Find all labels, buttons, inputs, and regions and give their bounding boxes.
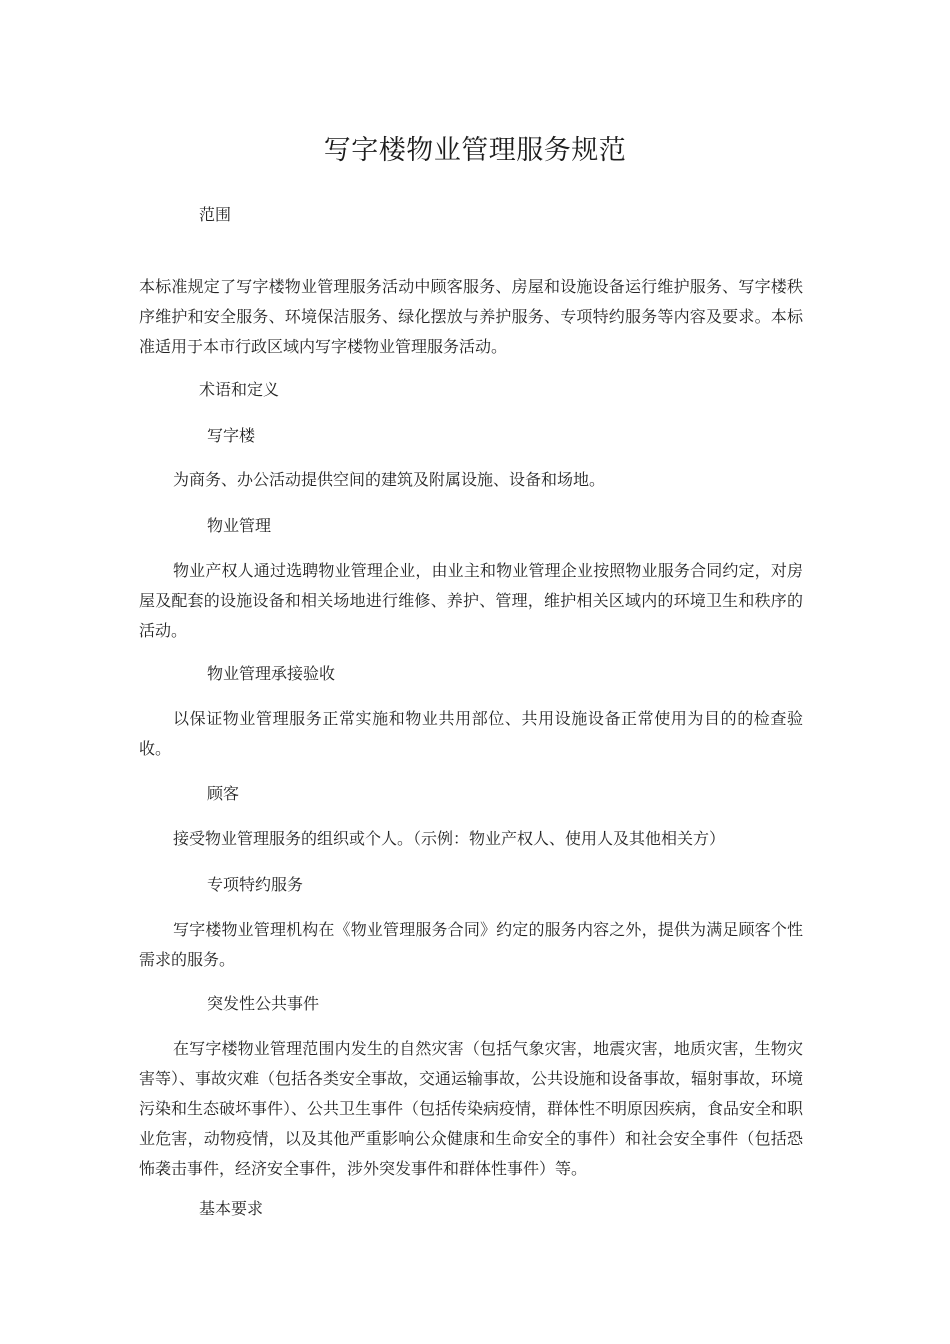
term-definition: 以保证物业管理服务正常实施和物业共用部位、共用设施设备正常使用为目的的检查验收。 bbox=[139, 709, 803, 758]
section-heading-basic: 基本要求 bbox=[199, 1199, 264, 1218]
section-heading-scope: 范围 bbox=[199, 205, 232, 224]
term-heading: 物业管理 bbox=[207, 516, 272, 535]
term-heading: 突发性公共事件 bbox=[207, 994, 320, 1013]
term-definition: 为商务、办公活动提供空间的建筑及附属设施、设备和场地。 bbox=[173, 470, 606, 489]
term-heading: 专项特约服务 bbox=[207, 875, 304, 894]
term-heading: 顾客 bbox=[207, 784, 240, 803]
term-definition: 在写字楼物业管理范围内发生的自然灾害（包括气象灾害，地震灾害，地质灾害，生物灾害等）、事故灾难（包括各类安全事故，交通运输事故，公共设施和设备事故，辐射事故，环境污染和生态破坏事件）、公共卫生事件（包括传染病疫情，群体性不明原因疾病，食品安全和职业危害，动物疫情，以及其他严重影响公众健康和生命安全的事件）和社会安全事件（包括恐怖袭击事件，经济安全事件，涉外突发事件和群体性事件）等。 bbox=[139, 1039, 804, 1178]
term-heading: 写字楼 bbox=[207, 426, 256, 445]
document-title: 写字楼物业管理服务规范 bbox=[323, 135, 627, 166]
term-heading: 物业管理承接验收 bbox=[207, 664, 336, 683]
scope-paragraph: 本标准规定了写字楼物业管理服务活动中顾客服务、房屋和设施设备运行维护服务、写字楼秩序维护和安全服务、环境保洁服务、绿化摆放与养护服务、专项特约服务等内容及要求。本标准适用于本市行政区域内写字楼物业管理服务活动。 bbox=[139, 277, 803, 356]
section-heading-terms: 术语和定义 bbox=[199, 380, 280, 399]
term-definition: 物业产权人通过选聘物业管理企业，由业主和物业管理企业按照物业服务合同约定，对房屋及配套的设施设备和相关场地进行维修、养护、管理，维护相关区域内的环境卫生和秩序的活动。 bbox=[139, 561, 803, 640]
term-definition: 写字楼物业管理机构在《物业管理服务合同》约定的服务内容之外，提供为满足顾客个性需求的服务。 bbox=[139, 920, 803, 969]
term-definition: 接受物业管理服务的组织或个人。（示例：物业产权人、使用人及其他相关方） bbox=[173, 829, 726, 848]
